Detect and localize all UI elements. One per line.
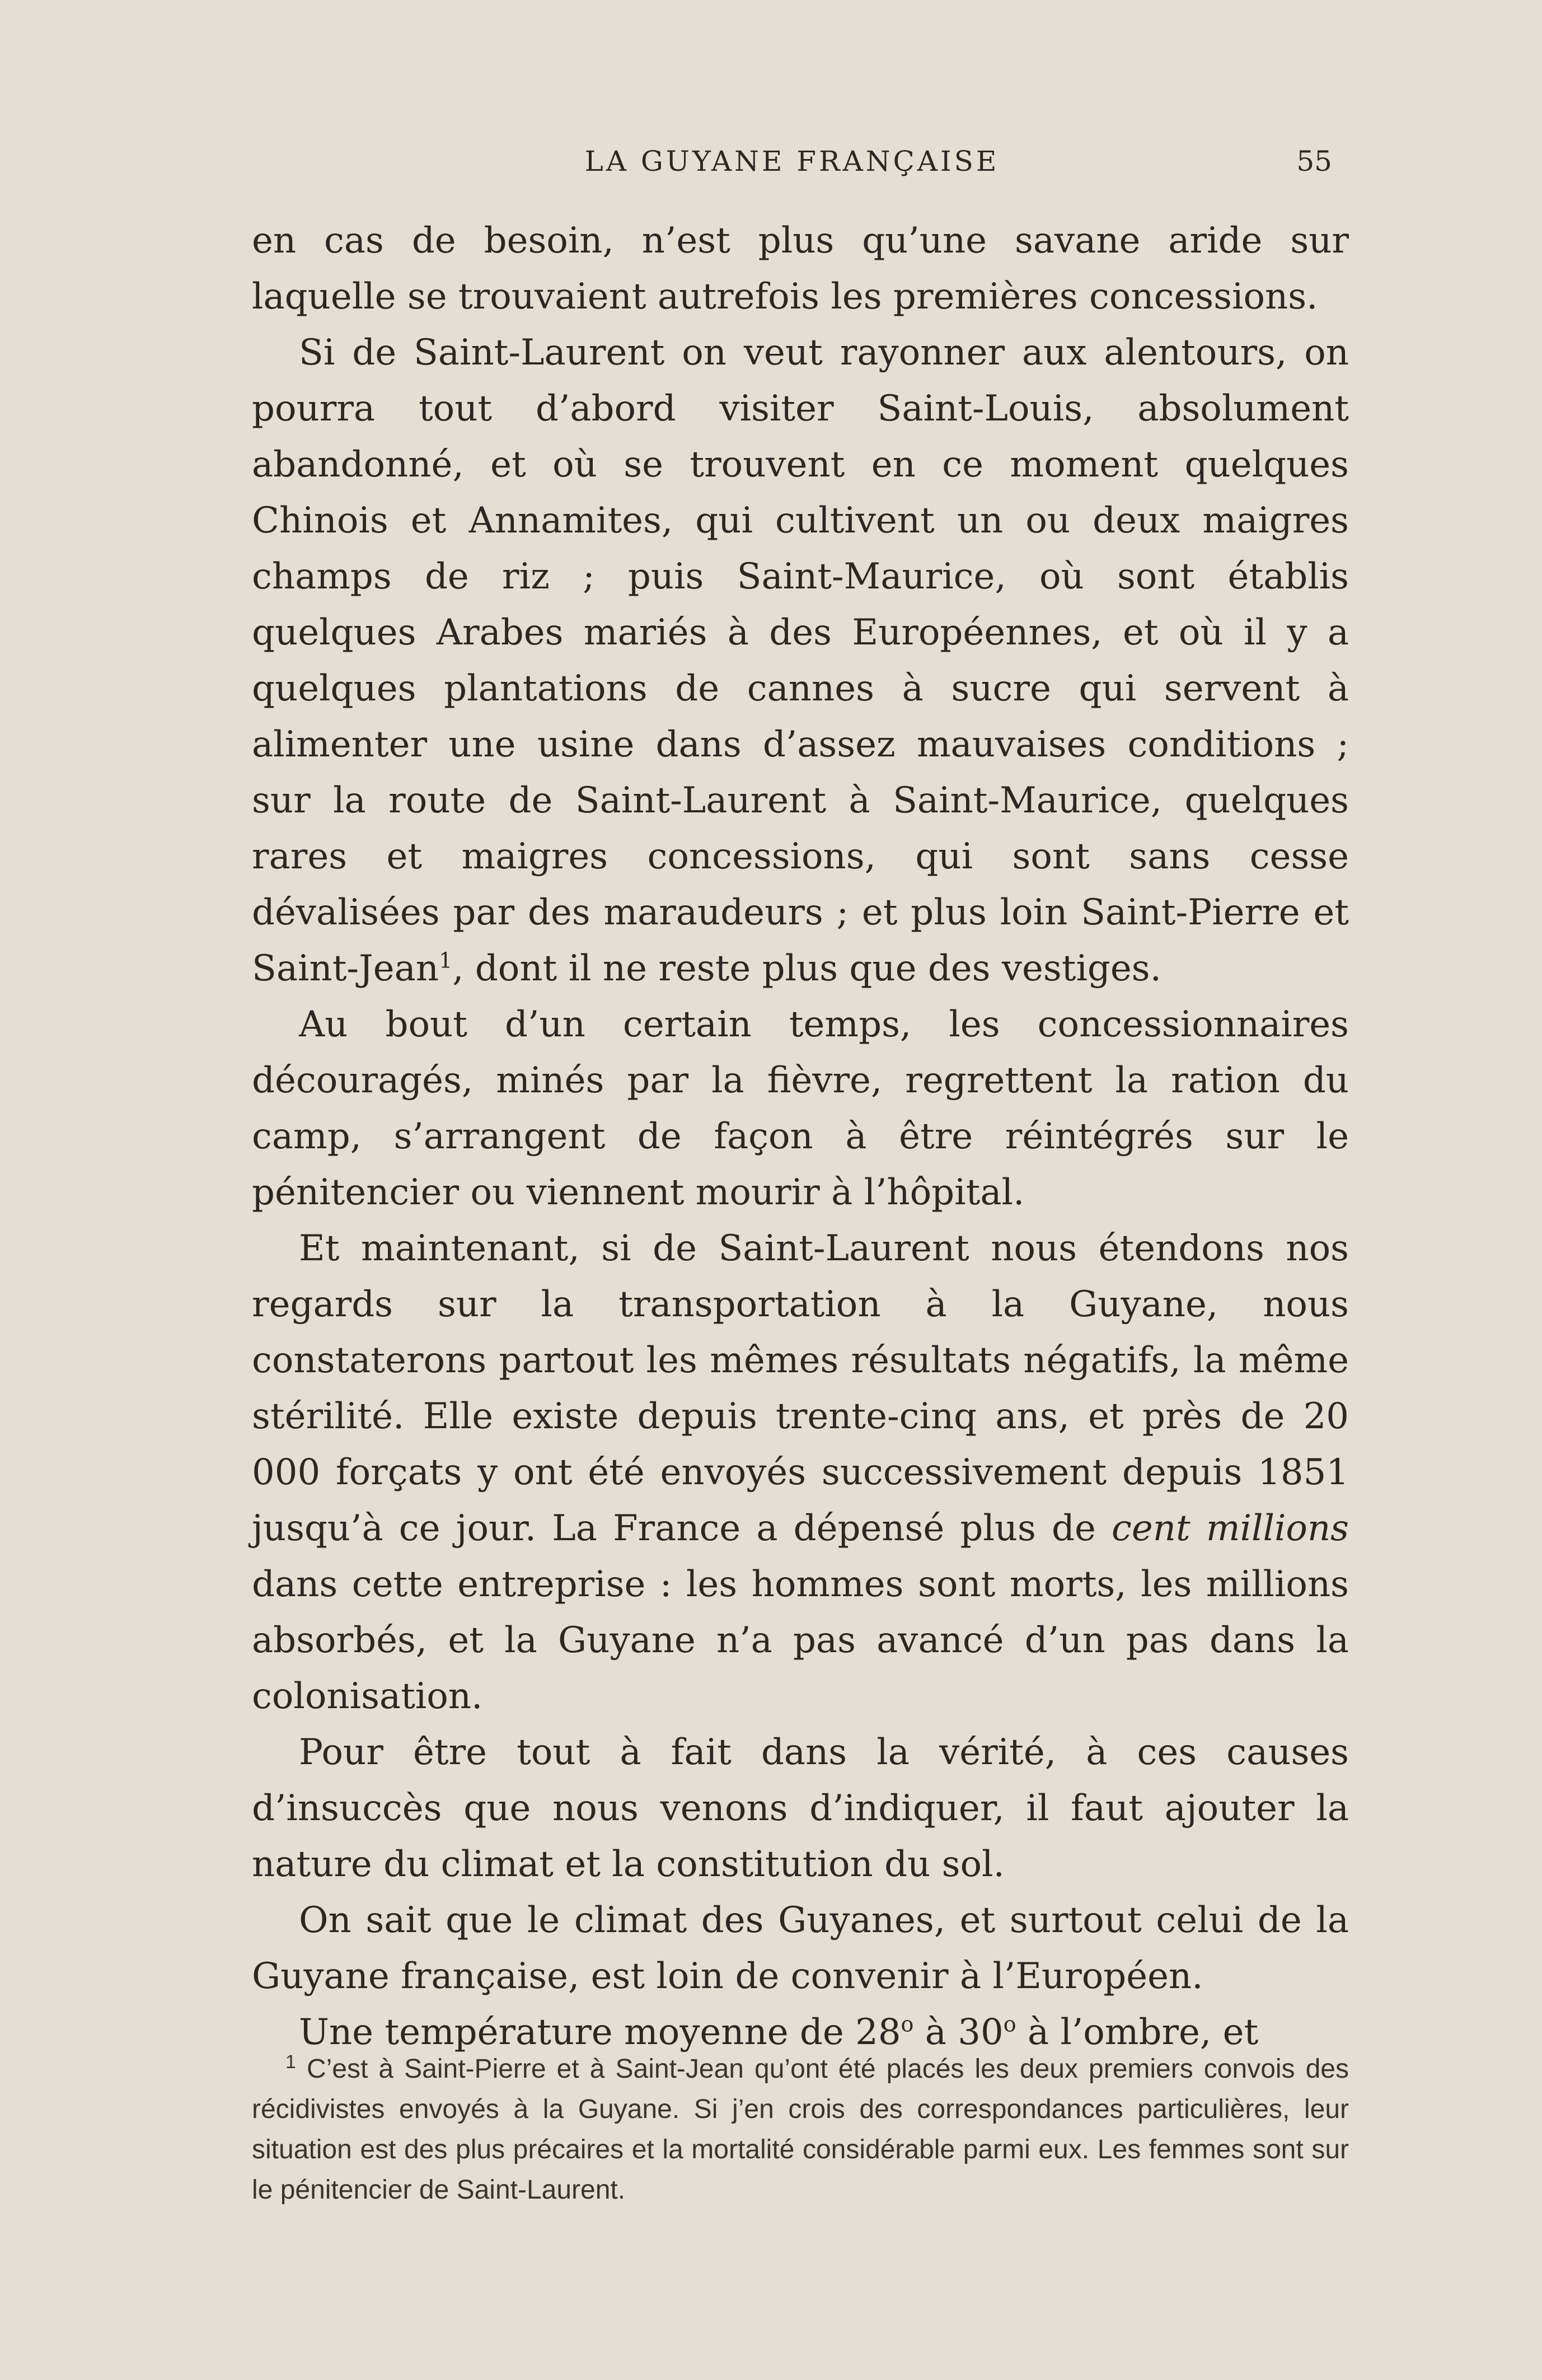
italic-phrase: cent millions: [1112, 1508, 1349, 1549]
paragraph-7-text-2: à 30: [913, 2012, 1004, 2053]
paragraph-6: On sait que le climat des Guyanes, et surtout celui de la Guyane française, est loin de convenir à l’Européen.: [252, 1900, 1349, 1997]
paragraph-4-text-start: Et maintenant, si de Saint-Laurent nous étendons nos regards sur la transportation à la Guyane, nous constaterons partout les mêmes résultats négatifs, la même stérilité. Elle existe depuis trente-cinq ans, et près de 20 000 forçats y ont été envoyés successivement depuis 1851 jusqu’à ce jour. La France a dépensé plus de: [252, 1228, 1349, 1549]
paragraph-3: Au bout d’un certain temps, les concessionnaires découragés, minés par la fièvre, regrettent la ration du camp, s’arrangent de façon à être réintégrés sur le pénitencier ou viennent mourir à l’hôpital.: [252, 1004, 1349, 1213]
paragraph-4-text-end: dans cette entreprise : les hommes sont morts, les millions absorbés, et la Guyane n’a pas avancé d’un pas dans la colonisation.: [252, 1564, 1349, 1717]
paragraph-2-text-start: Si de Saint-Laurent on veut rayonner aux alentours, on pourra tout d’abord visiter Saint-Louis, absolument abandonné, et où se trouvent en ce moment quelques Chinois et Annamites, qui cultivent un ou deux maigres champs de riz ; puis Saint-Maurice, où sont établis quelques Arabes mariés à des Européennes, et où il y a quelques plantations de cannes à sucre qui servent à alimenter une usine dans d’assez mauvaises conditions ; sur la route de Saint-Laurent à Saint-Maurice, quelques rares et maigres concessions, qui sont sans cesse dévalisées par des maraudeurs ; et plus loin Saint-Pierre et Saint-Jean: [252, 332, 1349, 989]
footnote-reference[interactable]: 1: [438, 948, 453, 973]
degree-mark-1: o: [901, 2012, 914, 2037]
paragraph-4: [252, 1221, 1349, 1724]
footnote-text: C’est à Saint-Pierre et à Saint-Jean qu’ont été placés les deux premiers convois des récidivistes envoyés à la Guyane. Si j’en crois des correspondances particulières, leur situation est des plus précaires et la mortalité considérable parmi eux. Les femmes sont sur le pénitencier de Saint-Laurent.: [252, 2054, 1349, 2205]
footnote-marker: 1: [285, 2051, 296, 2073]
degree-mark-2: o: [1003, 2012, 1016, 2037]
page-number: 55: [1296, 145, 1332, 177]
body-text: [252, 213, 1349, 2060]
paragraph-5: Pour être tout à fait dans la vérité, à ces causes d’insuccès que nous venons d’indiquer, il faut ajouter la nature du climat et la constitution du sol.: [252, 1732, 1349, 1885]
paragraph-2: [252, 325, 1349, 997]
paragraph-7-text-3: à l’ombre, et: [1016, 2012, 1259, 2053]
footnote: [252, 2049, 1349, 2210]
paragraph-7-text-1: Une température moyenne de 28: [299, 2012, 901, 2053]
paragraph-2-text-end: , dont il ne reste plus que des vestiges.: [452, 948, 1161, 989]
paragraph-1: en cas de besoin, n’est plus qu’une savane aride sur laquelle se trouvaient autrefois les premières concessions.: [252, 220, 1349, 317]
running-head: [252, 139, 1332, 184]
running-title: LA GUYANE FRANÇAISE: [584, 145, 1000, 177]
